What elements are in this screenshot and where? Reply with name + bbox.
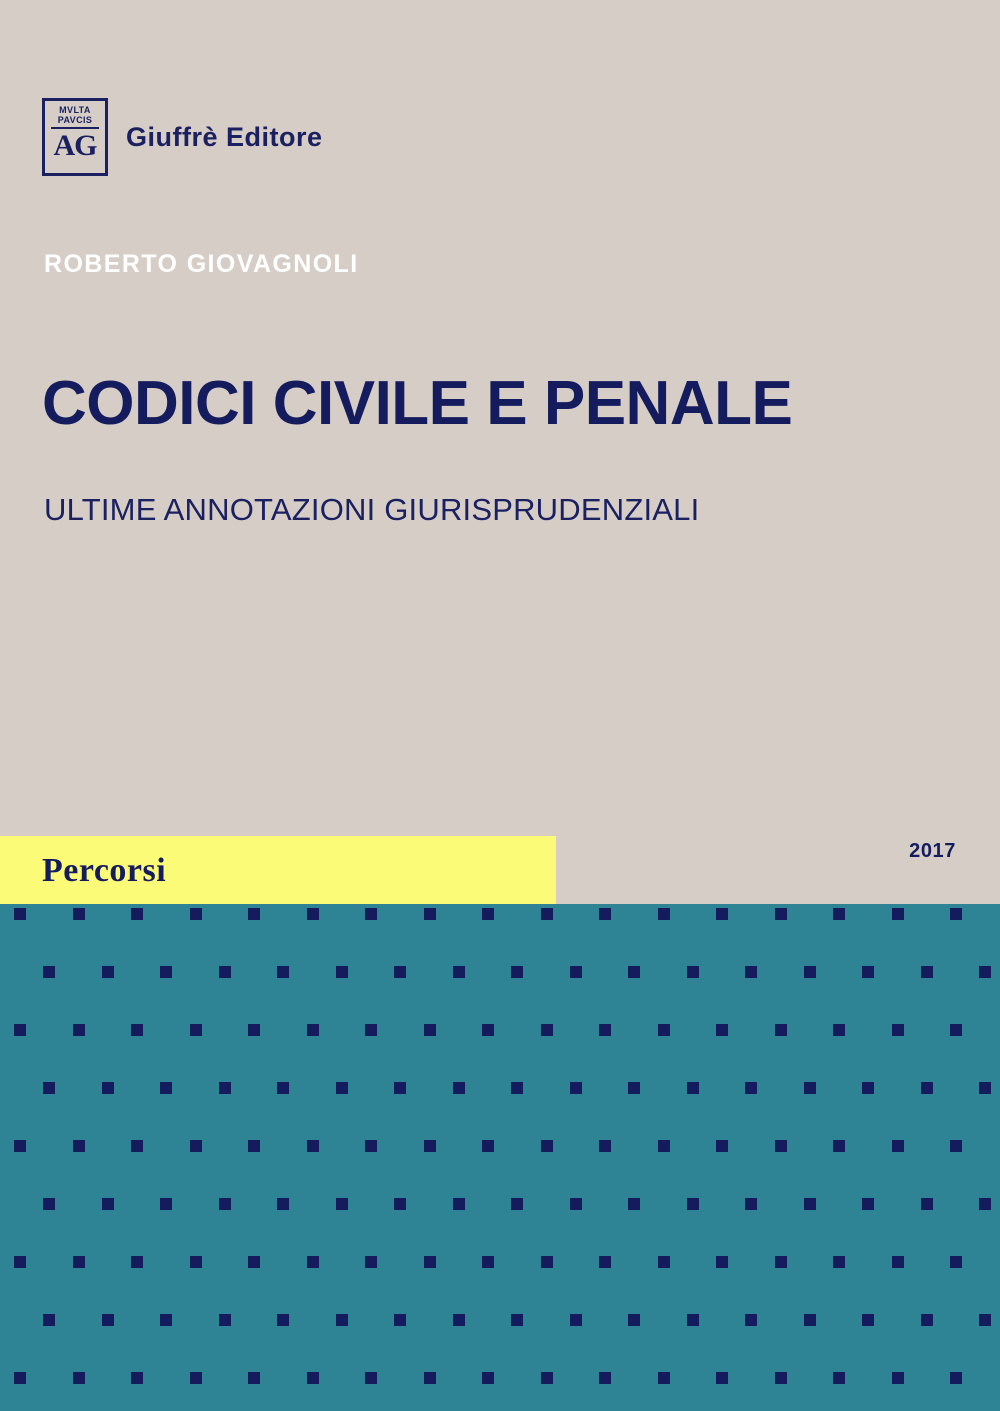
decorative-dot: [307, 1256, 319, 1268]
decorative-dot: [804, 966, 816, 978]
decorative-dot: [453, 966, 465, 978]
decorative-dot: [131, 1140, 143, 1152]
decorative-dot: [43, 1082, 55, 1094]
emblem-motto-line-1: MVLTA: [59, 105, 91, 115]
decorative-dot: [745, 966, 757, 978]
decorative-dot: [687, 1198, 699, 1210]
decorative-dot: [394, 1314, 406, 1326]
decorative-dot: [745, 1082, 757, 1094]
decorative-dot: [950, 1140, 962, 1152]
decorative-dot: [131, 1372, 143, 1384]
decorative-dot: [424, 1256, 436, 1268]
decorative-dot: [599, 1024, 611, 1036]
decorative-dot: [921, 1082, 933, 1094]
decorative-dot: [160, 1198, 172, 1210]
decorative-dot: [541, 1256, 553, 1268]
decorative-dot: [365, 1140, 377, 1152]
decorative-dot: [775, 1372, 787, 1384]
decorative-dot: [570, 1082, 582, 1094]
decorative-dot: [365, 1024, 377, 1036]
decorative-dot: [511, 966, 523, 978]
decorative-dot: [102, 966, 114, 978]
decorative-dot: [277, 1082, 289, 1094]
decorative-dot: [628, 1082, 640, 1094]
decorative-dot: [804, 1198, 816, 1210]
decorative-dot: [248, 1372, 260, 1384]
decorative-dot: [219, 966, 231, 978]
decorative-dot: [745, 1198, 757, 1210]
decorative-dot: [307, 1372, 319, 1384]
decorative-dot: [160, 1314, 172, 1326]
decorative-dot: [716, 1140, 728, 1152]
decorative-dot: [775, 1256, 787, 1268]
decorative-dot: [482, 1256, 494, 1268]
decorative-dot: [833, 1024, 845, 1036]
decorative-dot: [658, 1024, 670, 1036]
decorative-dot: [892, 1140, 904, 1152]
decorative-dot: [277, 1198, 289, 1210]
giuffre-emblem-icon: [42, 98, 108, 176]
author-name: ROBERTO GIOVAGNOLI: [44, 250, 359, 278]
emblem-monogram: AG: [53, 129, 97, 162]
decorative-dot: [950, 1256, 962, 1268]
decorative-dot: [190, 1256, 202, 1268]
decorative-dot: [599, 1256, 611, 1268]
decorative-dot: [804, 1314, 816, 1326]
decorative-dot: [14, 1140, 26, 1152]
book-subtitle: ULTIME ANNOTAZIONI GIURISPRUDENZIALI: [44, 492, 700, 527]
decorative-dot: [190, 1024, 202, 1036]
decorative-dot: [14, 1372, 26, 1384]
decorative-dot: [950, 1024, 962, 1036]
emblem-motto-line-2: PAVCIS: [57, 115, 93, 125]
decorative-dot: [394, 966, 406, 978]
decorative-dot: [541, 1024, 553, 1036]
decorative-dot: [687, 1314, 699, 1326]
decorative-dot: [336, 1314, 348, 1326]
decorative-dot: [14, 908, 26, 920]
decorative-dot: [716, 1024, 728, 1036]
dot-grid: [0, 904, 1000, 1411]
decorative-dot: [541, 908, 553, 920]
decorative-dot: [14, 1024, 26, 1036]
decorative-dot: [277, 966, 289, 978]
decorative-dot: [131, 1256, 143, 1268]
decorative-dot: [73, 1372, 85, 1384]
decorative-dot: [453, 1198, 465, 1210]
decorative-dot: [453, 1314, 465, 1326]
decorative-dot: [716, 908, 728, 920]
decorative-dot: [599, 1140, 611, 1152]
decorative-dot: [453, 1082, 465, 1094]
decorative-dot: [628, 966, 640, 978]
decorative-dot: [394, 1198, 406, 1210]
decorative-dot: [424, 1372, 436, 1384]
decorative-dot: [336, 1198, 348, 1210]
decorative-dot: [716, 1372, 728, 1384]
decorative-dot: [131, 1024, 143, 1036]
decorative-dot: [599, 1372, 611, 1384]
decorative-dot: [862, 1082, 874, 1094]
decorative-dot: [833, 1256, 845, 1268]
decorative-dot: [833, 1372, 845, 1384]
decorative-dot: [73, 1024, 85, 1036]
decorative-dot: [979, 1198, 991, 1210]
decorative-dot: [658, 1256, 670, 1268]
decorative-dot: [541, 1140, 553, 1152]
decorative-dot: [190, 1372, 202, 1384]
decorative-dot: [687, 1082, 699, 1094]
decorative-dot: [73, 1256, 85, 1268]
decorative-dot: [307, 1140, 319, 1152]
decorative-dot: [687, 966, 699, 978]
decorative-dot: [775, 1140, 787, 1152]
decorative-dot: [102, 1314, 114, 1326]
decorative-dot: [950, 908, 962, 920]
decorative-dot: [511, 1314, 523, 1326]
decorative-dot: [979, 1314, 991, 1326]
decorative-dot: [219, 1198, 231, 1210]
decorative-dot: [307, 1024, 319, 1036]
decorative-dot: [862, 1198, 874, 1210]
decorative-dot: [745, 1314, 757, 1326]
decorative-dot: [102, 1082, 114, 1094]
decorative-dot: [14, 1256, 26, 1268]
decorative-dot: [921, 966, 933, 978]
decorative-dot: [716, 1256, 728, 1268]
publisher-name-text: Giuffrè Editore: [126, 121, 323, 152]
decorative-dot: [892, 1256, 904, 1268]
decorative-dot: [248, 1140, 260, 1152]
decorative-dot: [365, 908, 377, 920]
decorative-dot: [658, 908, 670, 920]
publication-year: 2017: [909, 840, 956, 862]
decorative-dot: [541, 1372, 553, 1384]
decorative-dot: [365, 1256, 377, 1268]
decorative-dot: [775, 908, 787, 920]
decorative-dot: [511, 1082, 523, 1094]
decorative-dot: [482, 1372, 494, 1384]
decorative-dot: [570, 1198, 582, 1210]
decorative-dot: [892, 1024, 904, 1036]
series-name: [42, 852, 166, 890]
decorative-dot: [43, 1198, 55, 1210]
decorative-dot: [658, 1140, 670, 1152]
decorative-dot: [892, 908, 904, 920]
decorative-dot: [160, 966, 172, 978]
decorative-dot: [628, 1314, 640, 1326]
series-name-text: Percorsi: [42, 852, 167, 889]
decorative-dot: [921, 1198, 933, 1210]
decorative-dot: [979, 966, 991, 978]
decorative-dot: [570, 1314, 582, 1326]
decorative-dot: [424, 908, 436, 920]
decorative-dot: [424, 1140, 436, 1152]
decorative-dot: [190, 908, 202, 920]
publisher-logo: [42, 98, 323, 176]
decorative-dot: [219, 1082, 231, 1094]
decorative-dot: [160, 1082, 172, 1094]
decorative-dot: [43, 966, 55, 978]
decorative-dot: [73, 908, 85, 920]
decorative-dot: [277, 1314, 289, 1326]
book-title: CODICI CIVILE E PENALE: [42, 369, 793, 438]
decorative-dot: [248, 1024, 260, 1036]
decorative-dot: [511, 1198, 523, 1210]
decorative-dot: [628, 1198, 640, 1210]
decorative-dot: [43, 1314, 55, 1326]
decorative-dot: [424, 1024, 436, 1036]
decorative-dot: [950, 1372, 962, 1384]
decorative-dot: [833, 908, 845, 920]
decorative-dot: [482, 1024, 494, 1036]
decorative-dot: [219, 1314, 231, 1326]
decorative-dot: [658, 1372, 670, 1384]
decorative-dot: [570, 966, 582, 978]
decorative-dotted-panel: [0, 904, 1000, 1411]
decorative-dot: [979, 1082, 991, 1094]
decorative-dot: [102, 1198, 114, 1210]
publisher-name: [126, 122, 323, 153]
decorative-dot: [482, 1140, 494, 1152]
decorative-dot: [862, 1314, 874, 1326]
decorative-dot: [336, 966, 348, 978]
decorative-dot: [921, 1314, 933, 1326]
decorative-dot: [73, 1140, 85, 1152]
decorative-dot: [190, 1140, 202, 1152]
decorative-dot: [804, 1082, 816, 1094]
decorative-dot: [365, 1372, 377, 1384]
decorative-dot: [833, 1140, 845, 1152]
decorative-dot: [307, 908, 319, 920]
decorative-dot: [248, 1256, 260, 1268]
decorative-dot: [775, 1024, 787, 1036]
decorative-dot: [892, 1372, 904, 1384]
decorative-dot: [131, 908, 143, 920]
decorative-dot: [599, 908, 611, 920]
decorative-dot: [394, 1082, 406, 1094]
decorative-dot: [336, 1082, 348, 1094]
decorative-dot: [482, 908, 494, 920]
decorative-dot: [862, 966, 874, 978]
decorative-dot: [248, 908, 260, 920]
